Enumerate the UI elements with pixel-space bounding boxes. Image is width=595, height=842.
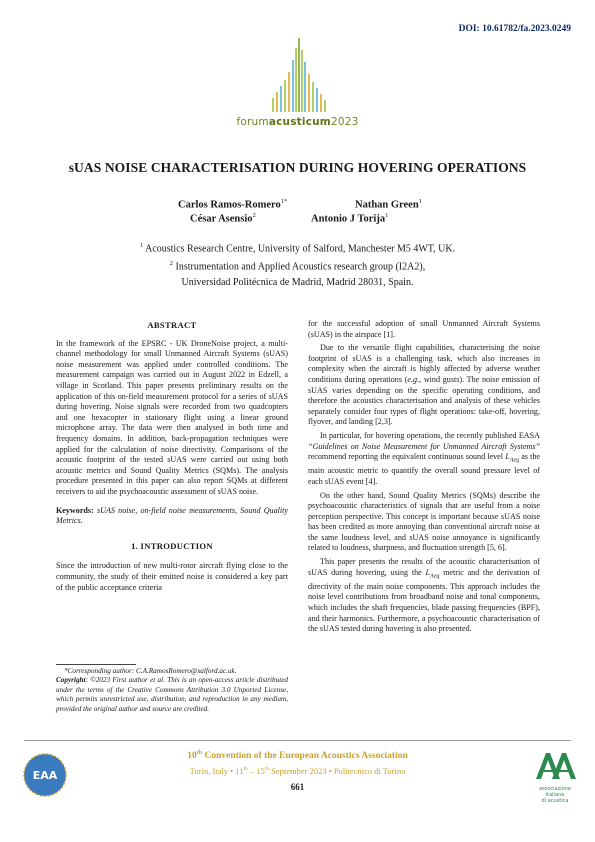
logo-prefix: forum (236, 116, 269, 128)
forum-acusticum-logo (0, 36, 595, 128)
introduction-heading: 1. INTRODUCTION (131, 540, 213, 551)
affiliation-2-cont: Universidad Politécnica de Madrid, Madrid 28031, Spain. (181, 276, 414, 288)
right-paragraph-2: In particular, for hovering operations, the recently published EASA “Guidelines on Noise Measurement for Unmanned Aircraft Systems” recommend reporting the equivalent continuous sound level $L_{Aeq}$ as the main acoustic metric to quantify the overall sound pressure level of each sUAS event [4]. (308, 430, 540, 486)
right-paragraph-3: On the other hand, Sound Quality Metrics (SQMs) describe the psychoacoustic characteristics of signals that are useful from a noise perception perspective. This concept is important because sUAS noise has been credited as more annoying than conventional aircraft noise at the same loudness level, and sUAS noise annoyance is significantly related to loudness, sharpness, and fluctuation strength [5, 6]. (308, 490, 540, 553)
abstract-heading: ABSTRACT (147, 320, 197, 330)
convention-line: 10th Convention of the European Acoustics Association (187, 750, 408, 762)
footnote-rule (56, 664, 136, 665)
aia-line-1: associazione (539, 786, 571, 792)
logo-brand: acusticum (268, 116, 331, 128)
affiliation-2: $^2$ Instrumentation and Applied Acoustics research group (I2A2), (169, 260, 426, 273)
intro-paragraph: Since the introduction of new multi-rotor aircraft flying close to the community, the study of their emitted noise is considered a key part of the public acceptance criteria (56, 561, 288, 593)
venue-line: Turin, Italy • 11th – 15th September 2023 • Politecnico di Torino (189, 766, 406, 777)
right-paragraph-0: for the successful adoption of small Unmanned Aircraft Systems (sUAS) in the airspace [1]. (308, 319, 540, 339)
page-number: 661 (290, 782, 305, 793)
conference-footer (0, 750, 595, 792)
sound-bars-logo-icon (253, 36, 343, 114)
doi-label: DOI: 10.61782/fa.2023.0249 (458, 24, 571, 34)
abstract-text: In the framework of the EPSRC - UK DroneNoise project, a multi-channel methodology for small Unmanned Aircraft Systems (sUAS) noise measurement was applied under controlled conditions. The measurement campaign was carried out in August 2022 in Edzell, a village in Scotland. This paper presents preliminary results on the application of this on-field measurement protocol for a series of sUAS during hovering. Noise signals were recorded from two quadcopters and one hexacopter in stationary flight using a linear ground microphone array. The data were then analysed in both time and frequency domains. In addition, back-propagation techniques were applied for the calculation of noise directivity. Comparisons of the acoustic footprint of the tested sUAS were carried out using both acoustic metrics and Sound Quality Metrics (SQMs). The analysis procedure presented in this paper can also report SQMs at different receivers to aid the psychoacoustic assessment of sUAS noise. (56, 338, 288, 496)
logo-wordmark (0, 116, 595, 128)
aia-line-3: di acustica (541, 798, 569, 804)
affiliation-1: $^1$ Acoustics Research Centre, University of Salford, Manchester M5 4WT, UK. (139, 242, 456, 255)
affiliations (0, 238, 595, 290)
right-paragraph-1: Due to the versatile flight capabilities, characterising the noise footprint of sUAS is a challenging task, which also increases in complexity when the aircraft is highly affected by adverse weather conditions during operations (e.g., wind gusts). The noise emission of sUAS varies depending on the specific operating conditions, and therefore the acoustics characterisation and analysis of these vehicles separately consider four types of flight operations: take-off, hovering, flyover, and landing [2,3]. (308, 343, 540, 427)
author-1: Carlos Ramos-Romero$^{1*}$ (178, 198, 288, 211)
footer-rule (24, 740, 571, 741)
corresponding-author: *Corresponding author: C.A.RamosRomero@salford.ac.uk. (64, 667, 237, 675)
left-column (56, 320, 288, 593)
footnote (56, 667, 288, 714)
aia-logo (530, 747, 580, 804)
right-paragraph-4: This paper presents the results of the acoustic characterisation of sUAS during hovering, using the $L_{Aeq}$ metric and the derivation of directivity of the main noise components. This approach includes the noise level contributions from broadband noise and tonal components, which includes the shaft frequencies, blade passing frequencies (BPF), and their harmonics. Furthermore, a psychoacoustic characterisation of the sUAS tested during hovering is also presented. (308, 557, 541, 634)
author-4: Antonio J Torija$^1$ (311, 212, 389, 225)
author-2: Nathan Green$^1$ (355, 198, 422, 211)
logo-year: 2023 (330, 116, 359, 128)
author-3: César Asensio$^2$ (190, 212, 256, 225)
aia-line-2: italiana (545, 792, 565, 798)
right-column (308, 319, 540, 635)
aia-logo-icon (530, 747, 580, 781)
copyright-notice: Copyright: ©2023 First author et al. This is an open-access article distributed under the terms of the Creative Commons Attribution 3.0 Unported License, which permits unrestricted use, distribution, and reproduction in any medium, provided the original author and source are credited. (56, 676, 288, 713)
paper-title: sUAS NOISE CHARACTERISATION DURING HOVERING OPERATIONS (68, 160, 527, 175)
eaa-logo-text: EAA (32, 769, 58, 782)
keywords: Keywords: sUAS noise, on-field noise measurements, Sound Quality Metrics. (56, 505, 288, 526)
